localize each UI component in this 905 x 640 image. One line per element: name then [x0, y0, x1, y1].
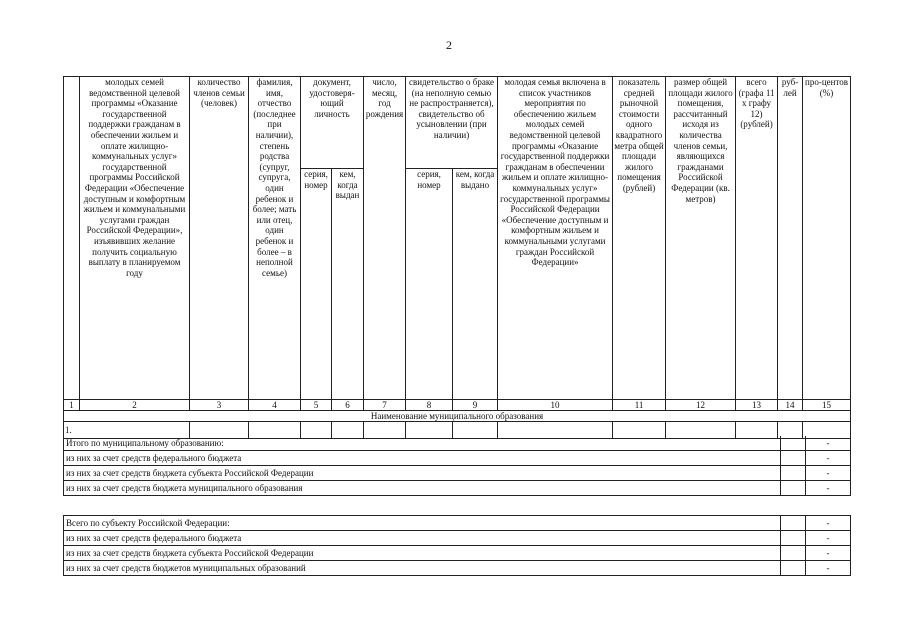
- column-number-row: [64, 400, 851, 411]
- column-number: 7: [364, 400, 406, 411]
- column-number: 8: [406, 400, 453, 411]
- column-number: 10: [498, 400, 613, 411]
- column-number: 15: [803, 400, 851, 411]
- total-rubles: [781, 481, 806, 496]
- total-rubles: [781, 561, 806, 576]
- column-number: 14: [778, 400, 803, 411]
- row-number: 1.: [64, 422, 190, 439]
- total-percent: -: [806, 531, 851, 546]
- header-row: [64, 77, 851, 169]
- column-number: 13: [736, 400, 778, 411]
- header-col1: [64, 77, 80, 400]
- total-rubles: [781, 451, 806, 466]
- header-col10: молодая семья включена в список участников мероприятия по обеспечению жильем молодых семей ведомственной целевой программы «Оказание государственной поддержки гражданам в обеспечении жильем и оплате жилищно-коммунальных услуг» государственной программы Российской Федерации «Обеспечение доступным и комфортным жильем и коммунальными услугами граждан Российской Федерации»: [498, 77, 613, 400]
- table-row: [64, 531, 851, 546]
- municipality-label: Наименование муниципального образования: [64, 411, 851, 422]
- column-number: 4: [249, 400, 301, 411]
- header-col6: кем, когда выдан: [332, 168, 364, 399]
- total-percent: -: [806, 466, 851, 481]
- table-row: [64, 451, 851, 466]
- total-percent: -: [806, 451, 851, 466]
- total-rubles: [781, 546, 806, 561]
- table-row: [64, 466, 851, 481]
- total-label: из них за счет средств бюджета субъекта Российской Федерации: [64, 546, 781, 561]
- total-percent: -: [806, 436, 851, 451]
- header-col8: серия, номер: [406, 168, 453, 399]
- total-rubles: [781, 531, 806, 546]
- header-col9: кем, когда выдано: [453, 168, 498, 399]
- column-number: 3: [190, 400, 249, 411]
- municipality-row: [64, 411, 851, 422]
- column-number: 1: [64, 400, 80, 411]
- subject-totals-table: [63, 515, 851, 576]
- total-rubles: [781, 466, 806, 481]
- header-col3: количество членов семьи (человек): [190, 77, 249, 400]
- column-number: 2: [80, 400, 190, 411]
- column-number: 11: [613, 400, 666, 411]
- total-label: Всего по субъекту Российской Федерации:: [64, 516, 781, 531]
- header-col12: размер общей площади жилого помещения, рассчитанный исходя из количества членов семьи, являющихся гражданами Российской Федерации (кв. метров): [666, 77, 736, 400]
- table-row: [64, 561, 851, 576]
- header-col13: всего (графа 11 х графу 12) (рублей): [736, 77, 778, 400]
- header-col7: число, месяц, год рождения: [364, 77, 406, 400]
- total-label: из них за счет средств бюджетов муниципальных образований: [64, 561, 781, 576]
- total-label: из них за счет средств бюджета муниципального образования: [64, 481, 781, 496]
- families-table: [63, 76, 851, 439]
- total-rubles: [781, 436, 806, 451]
- header-col14: руб-лей: [778, 77, 803, 400]
- table-row: [64, 516, 851, 531]
- total-label: из них за счет средств бюджета субъекта Российской Федерации: [64, 466, 781, 481]
- column-number: 9: [453, 400, 498, 411]
- total-percent: -: [806, 516, 851, 531]
- total-label: Итого по муниципальному образованию:: [64, 436, 781, 451]
- header-col4: фамилия, имя, отчество (последнее при наличии), степень родства (супруг, супруга, один ребенок и более; мать или отец, один ребенок и более – в неполной семье): [249, 77, 301, 400]
- header-col11: показатель средней рыночной стоимости одного квадратного метра общей площади жилого помещения (рублей): [613, 77, 666, 400]
- total-rubles: [781, 516, 806, 531]
- total-percent: -: [806, 561, 851, 576]
- column-number: 12: [666, 400, 736, 411]
- header-col2: молодых семей ведомственной целевой программы «Оказание государственной поддержки гражданам в обеспечении жильем и оплате жилищно-коммунальных услуг» государственной программы Российской Федерации «Обеспечение доступным и комфортным жильем и коммунальными услугами граждан Российской Федерации», изъявивших желание получить социальную выплату в планируемом году: [80, 77, 190, 400]
- header-certificate-group: свидетельство о браке (на неполную семью не распространяется), свидетельство об усыновлении (при наличии): [406, 77, 498, 169]
- column-number: 5: [301, 400, 332, 411]
- table-row: [64, 436, 851, 451]
- table-row: [64, 546, 851, 561]
- total-percent: -: [806, 546, 851, 561]
- total-label: из них за счет средств федерального бюджета: [64, 531, 781, 546]
- header-col5: серия, номер: [301, 168, 332, 399]
- municipal-totals-table: [63, 436, 851, 496]
- table-row: [64, 481, 851, 496]
- total-percent: -: [806, 481, 851, 496]
- page-number: 2: [446, 38, 452, 52]
- column-number: 6: [332, 400, 364, 411]
- total-label: из них за счет средств федерального бюджета: [64, 451, 781, 466]
- header-col15: про-центов (%): [803, 77, 851, 400]
- header-document-group: документ, удостоверя-ющий личность: [301, 77, 364, 169]
